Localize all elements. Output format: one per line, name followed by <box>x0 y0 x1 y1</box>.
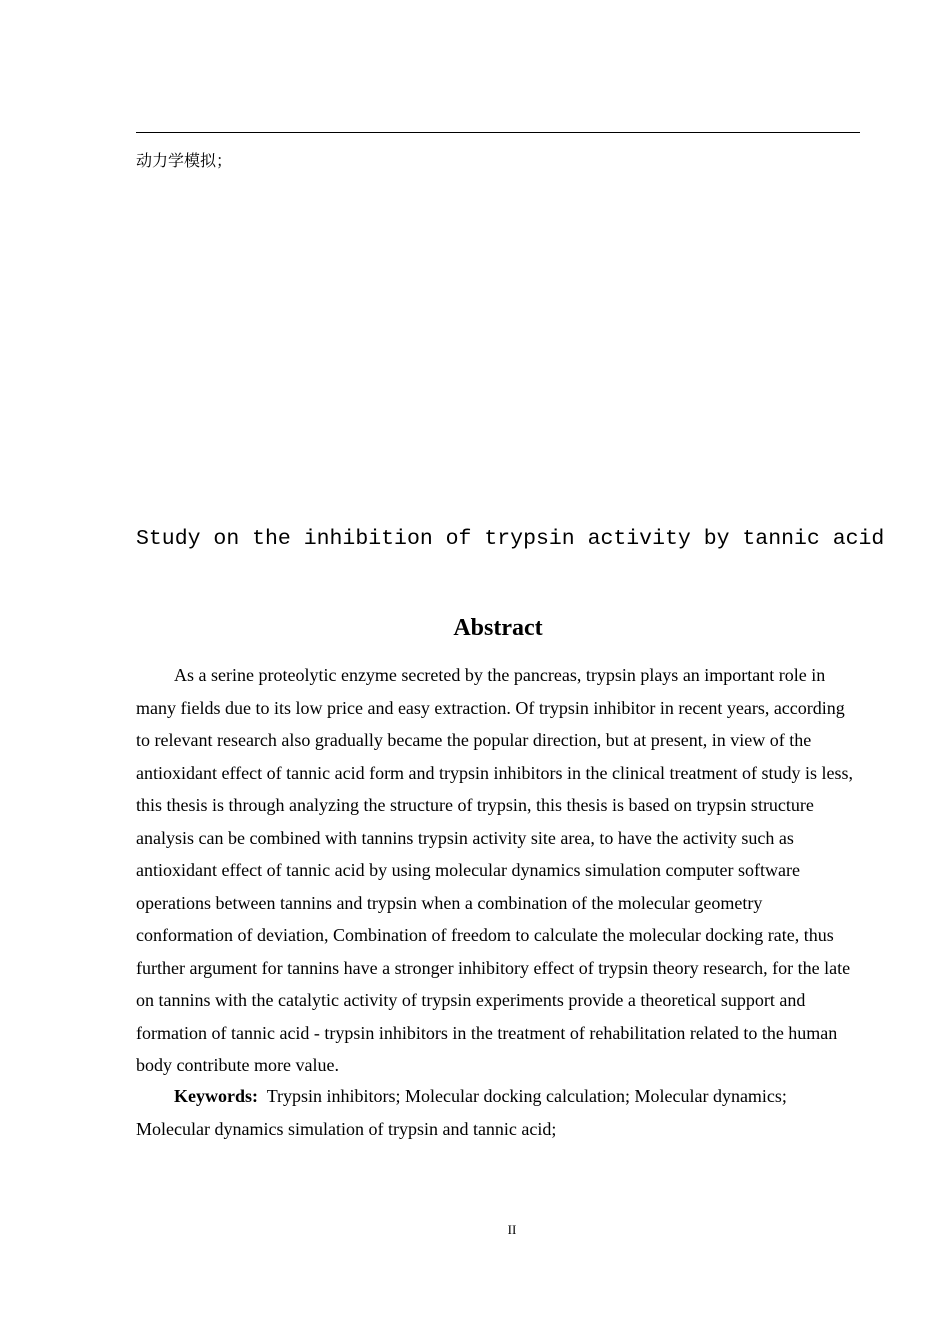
english-title: Study on the inhibition of trypsin activity by tannic acid <box>136 527 885 551</box>
keywords-paragraph <box>136 1080 860 1145</box>
abstract-body: As a serine proteolytic enzyme secreted by the pancreas, trypsin plays an important role in many fields due to its low price and easy extraction. Of trypsin inhibitor in recent years, according to relevant research also gradually became the popular direction, but at present, in view of the antioxidant effect of tannic acid form and trypsin inhibitors in the clinical treatment of study is less, this thesis is through analyzing the structure of trypsin, this thesis is based on trypsin structure analysis can be combined with tannins trypsin activity site area, to have the activity such as antioxidant effect of tannic acid by using molecular dynamics simulation computer software operations between tannins and trypsin when a combination of the molecular geometry conformation of deviation, Combination of freedom to calculate the molecular docking rate, thus further argument for tannins have a stronger inhibitory effect of trypsin theory research, for the late on tannins with the catalytic activity of trypsin experiments provide a theoretical support and formation of tannic acid - trypsin inhibitors in the treatment of rehabilitation related to the human body contribute more value. <box>136 665 853 1075</box>
header-rule <box>136 132 860 133</box>
keywords-label: Keywords: <box>174 1086 258 1106</box>
page-number: II <box>507 1222 517 1237</box>
continued-keywords-text: 动力学模拟； <box>136 151 233 170</box>
keywords-text: Trypsin inhibitors; Molecular docking calculation; Molecular dynamics; Molecular dynamics simulation of trypsin and tannic acid; <box>136 1086 787 1139</box>
abstract-heading: Abstract <box>453 615 543 641</box>
